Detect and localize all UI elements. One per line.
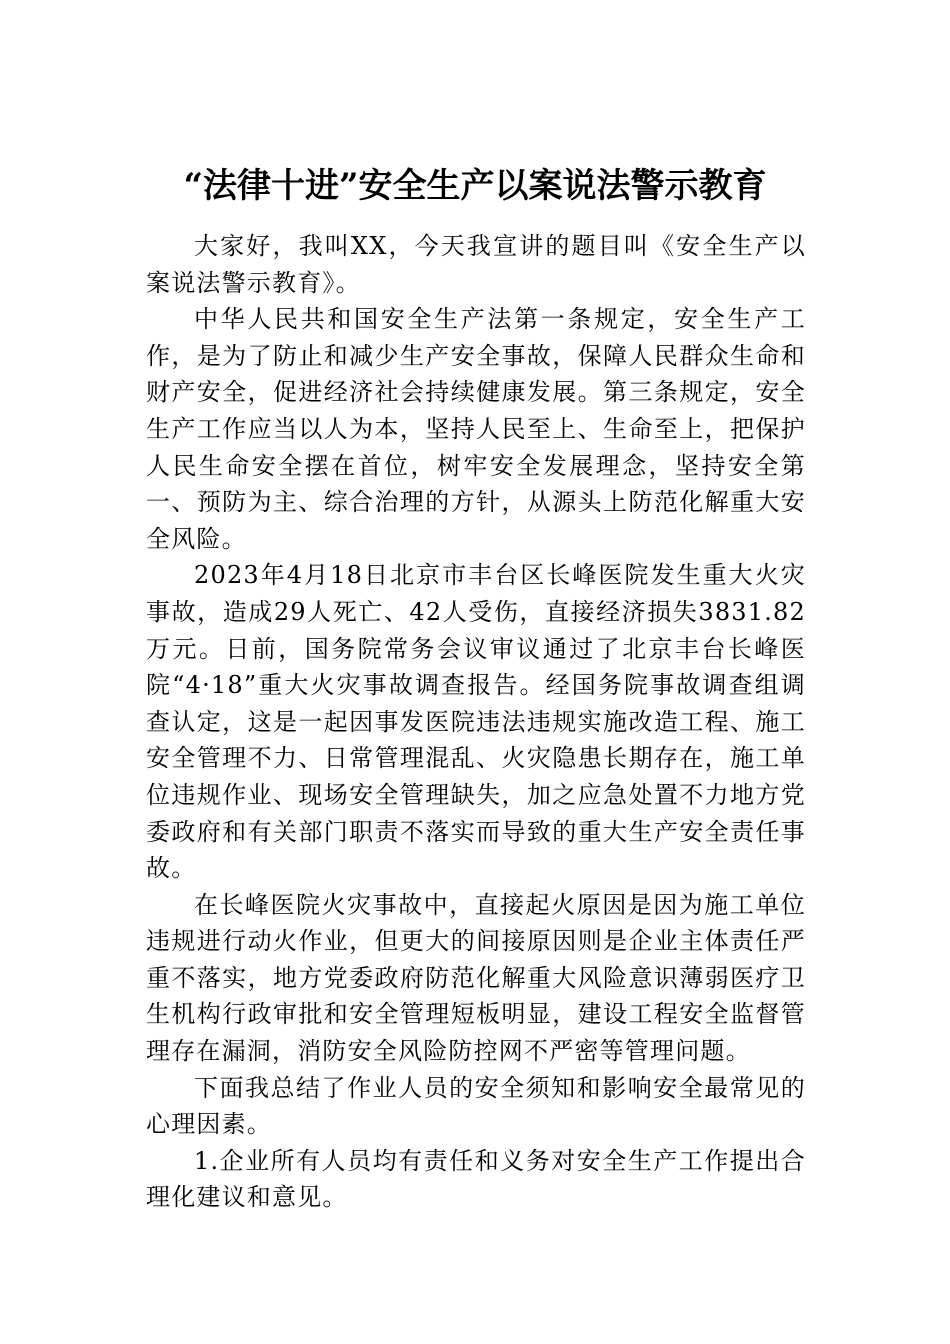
document-body	[146, 228, 806, 1216]
paragraph-item-1: 1.企业所有人员均有责任和义务对安全生产工作提出合理化建议和意见。	[146, 1146, 806, 1212]
paragraph-accident-causes: 在长峰医院火灾事故中，直接起火原因是因为施工单位违规进行动火作业，但更大的间接原因则是企业主体责任严重不落实，地方党委政府防范化解重大风险意识薄弱医疗卫生机构行政审批和安全管理短板明显，建设工程安全监督管理存在漏洞，消防安全风险防控网不严密等管理问题。	[146, 890, 806, 1066]
paragraph-law-article: 中华人民共和国安全生产法第一条规定，安全生产工作，是为了防止和减少生产安全事故，保障人民群众生命和财产安全，促进经济社会持续健康发展。第三条规定，安全生产工作应当以人为本，坚持人民至上、生命至上，把保护人民生命安全摆在首位，树牢安全发展理念，坚持安全第一、预防为主、综合治理的方针，从源头上防范化解重大安全风险。	[146, 305, 806, 553]
paragraph-greeting: 大家好，我叫XX，今天我宣讲的题目叫《安全生产以案说法警示教育》。	[146, 232, 806, 297]
paragraph-summary-intro: 下面我总结了作业人员的安全须知和影响安全最常见的心理因素。	[146, 1073, 806, 1139]
document-title: “法律十进”安全生产以案说法警示教育	[183, 166, 767, 206]
paragraph-fire-accident: 2023年4月18日北京市丰台区长峰医院发生重大火灾事故，造成29人死亡、42人受伤，直接经济损失3831.82万元。日前，国务院常务会议审议通过了北京丰台长峰医院“4·18”重大火灾事故调查报告。经国务院事故调查组调查认定，这是一起因事发医院违法违规实施改造工程、施工安全管理不力、日常管理混乱、火灾隐患长期存在，施工单位违规作业、现场安全管理缺失，加之应急处置不力地方党委政府和有关部门职责不落实而导致的重大生产安全责任事故。	[146, 561, 806, 883]
